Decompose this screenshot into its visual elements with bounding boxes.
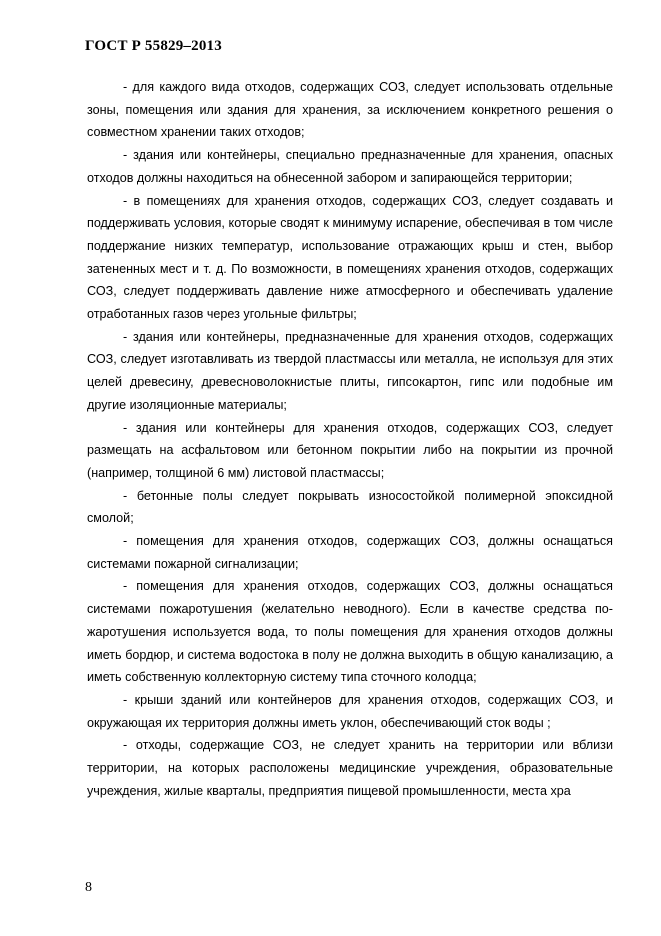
paragraph-fire-suppression: - помещения для хранения отходов, содержащих СОЗ, должны оснащаться системами пожаротушения (желательно неводного). Если в качестве средства пожаротушения используется вода, то полы помещения для хранения отходов должны иметь бордюр, и система водостока в полу не должна выходить в общую канализацию, а иметь собственную коллекторную систему типа сточного колодца;	[87, 579, 613, 685]
paragraph-floor-covering: - здания или контейнеры для хранения отходов, содержащих СОЗ, следует размещать на асфальтовом или бетонном покрытии либо на покрытии из прочной (например, толщиной 6 мм) листовой пластмассы;	[87, 420, 613, 480]
paragraph-concrete-floors: - бетонные полы следует покрывать износостойкой полимерной эпоксидной смолой;	[87, 488, 613, 526]
document-body	[87, 76, 613, 803]
page-number: 8	[85, 880, 92, 895]
paragraph-fire-alarm: - помещения для хранения отходов, содержащих СОЗ, должны оснащаться системами пожарной сигнализации;	[87, 534, 613, 571]
paragraph-storage-conditions: - в помещениях для хранения отходов, содержащих СОЗ, следует создавать и поддерживать условия, которые сводят к минимуму испарение, обеспечивая в том числе поддержание низких температур, использование отражающих крыш и стен, выбор затененных мест и т. д. По возможности, в помещениях хранения отходов, содержащих СОЗ, следует поддерживать давление ниже атмосферного и обеспечивать удаление отработанных газов через угольные фильтры;	[87, 193, 613, 322]
paragraph-roof-slope: - крыши зданий или контейнеров для хранения отходов, содержащих СОЗ, и окружающая их территория должны иметь уклон, обеспечивающий сток воды ;	[87, 692, 613, 730]
paragraph-fenced-territory: - здания или контейнеры, специально предназначенные для хранения, опасных отходов должны находиться на обнесенной забором и запирающейся территории;	[87, 148, 613, 185]
paragraph-building-materials: - здания или контейнеры, предназначенные для хранения отходов, содержащих СОЗ, следует изготавливать из твердой пластмассы или металла, не используя для этих целей древесину, древесноволокнистые плиты, гипсокартон, гипс или подобные им другие изоляционные материалы;	[87, 329, 613, 412]
paragraph-location-restrictions: - отходы, содержащие СОЗ, не следует хранить на территории или вблизи территории, на которых расположены медицинские учреждения, образовательные учреждения, жилые кварталы, предприятия пищевой промышленности, места хра	[87, 738, 613, 798]
paragraph-separate-zones: - для каждого вида отходов, содержащих СОЗ, следует использовать отдельные зоны, помещения или здания для хранения, за исключением конкретного решения о совместном хранении таких отходов;	[87, 80, 613, 140]
document-header: ГОСТ Р 55829–2013	[85, 38, 222, 54]
